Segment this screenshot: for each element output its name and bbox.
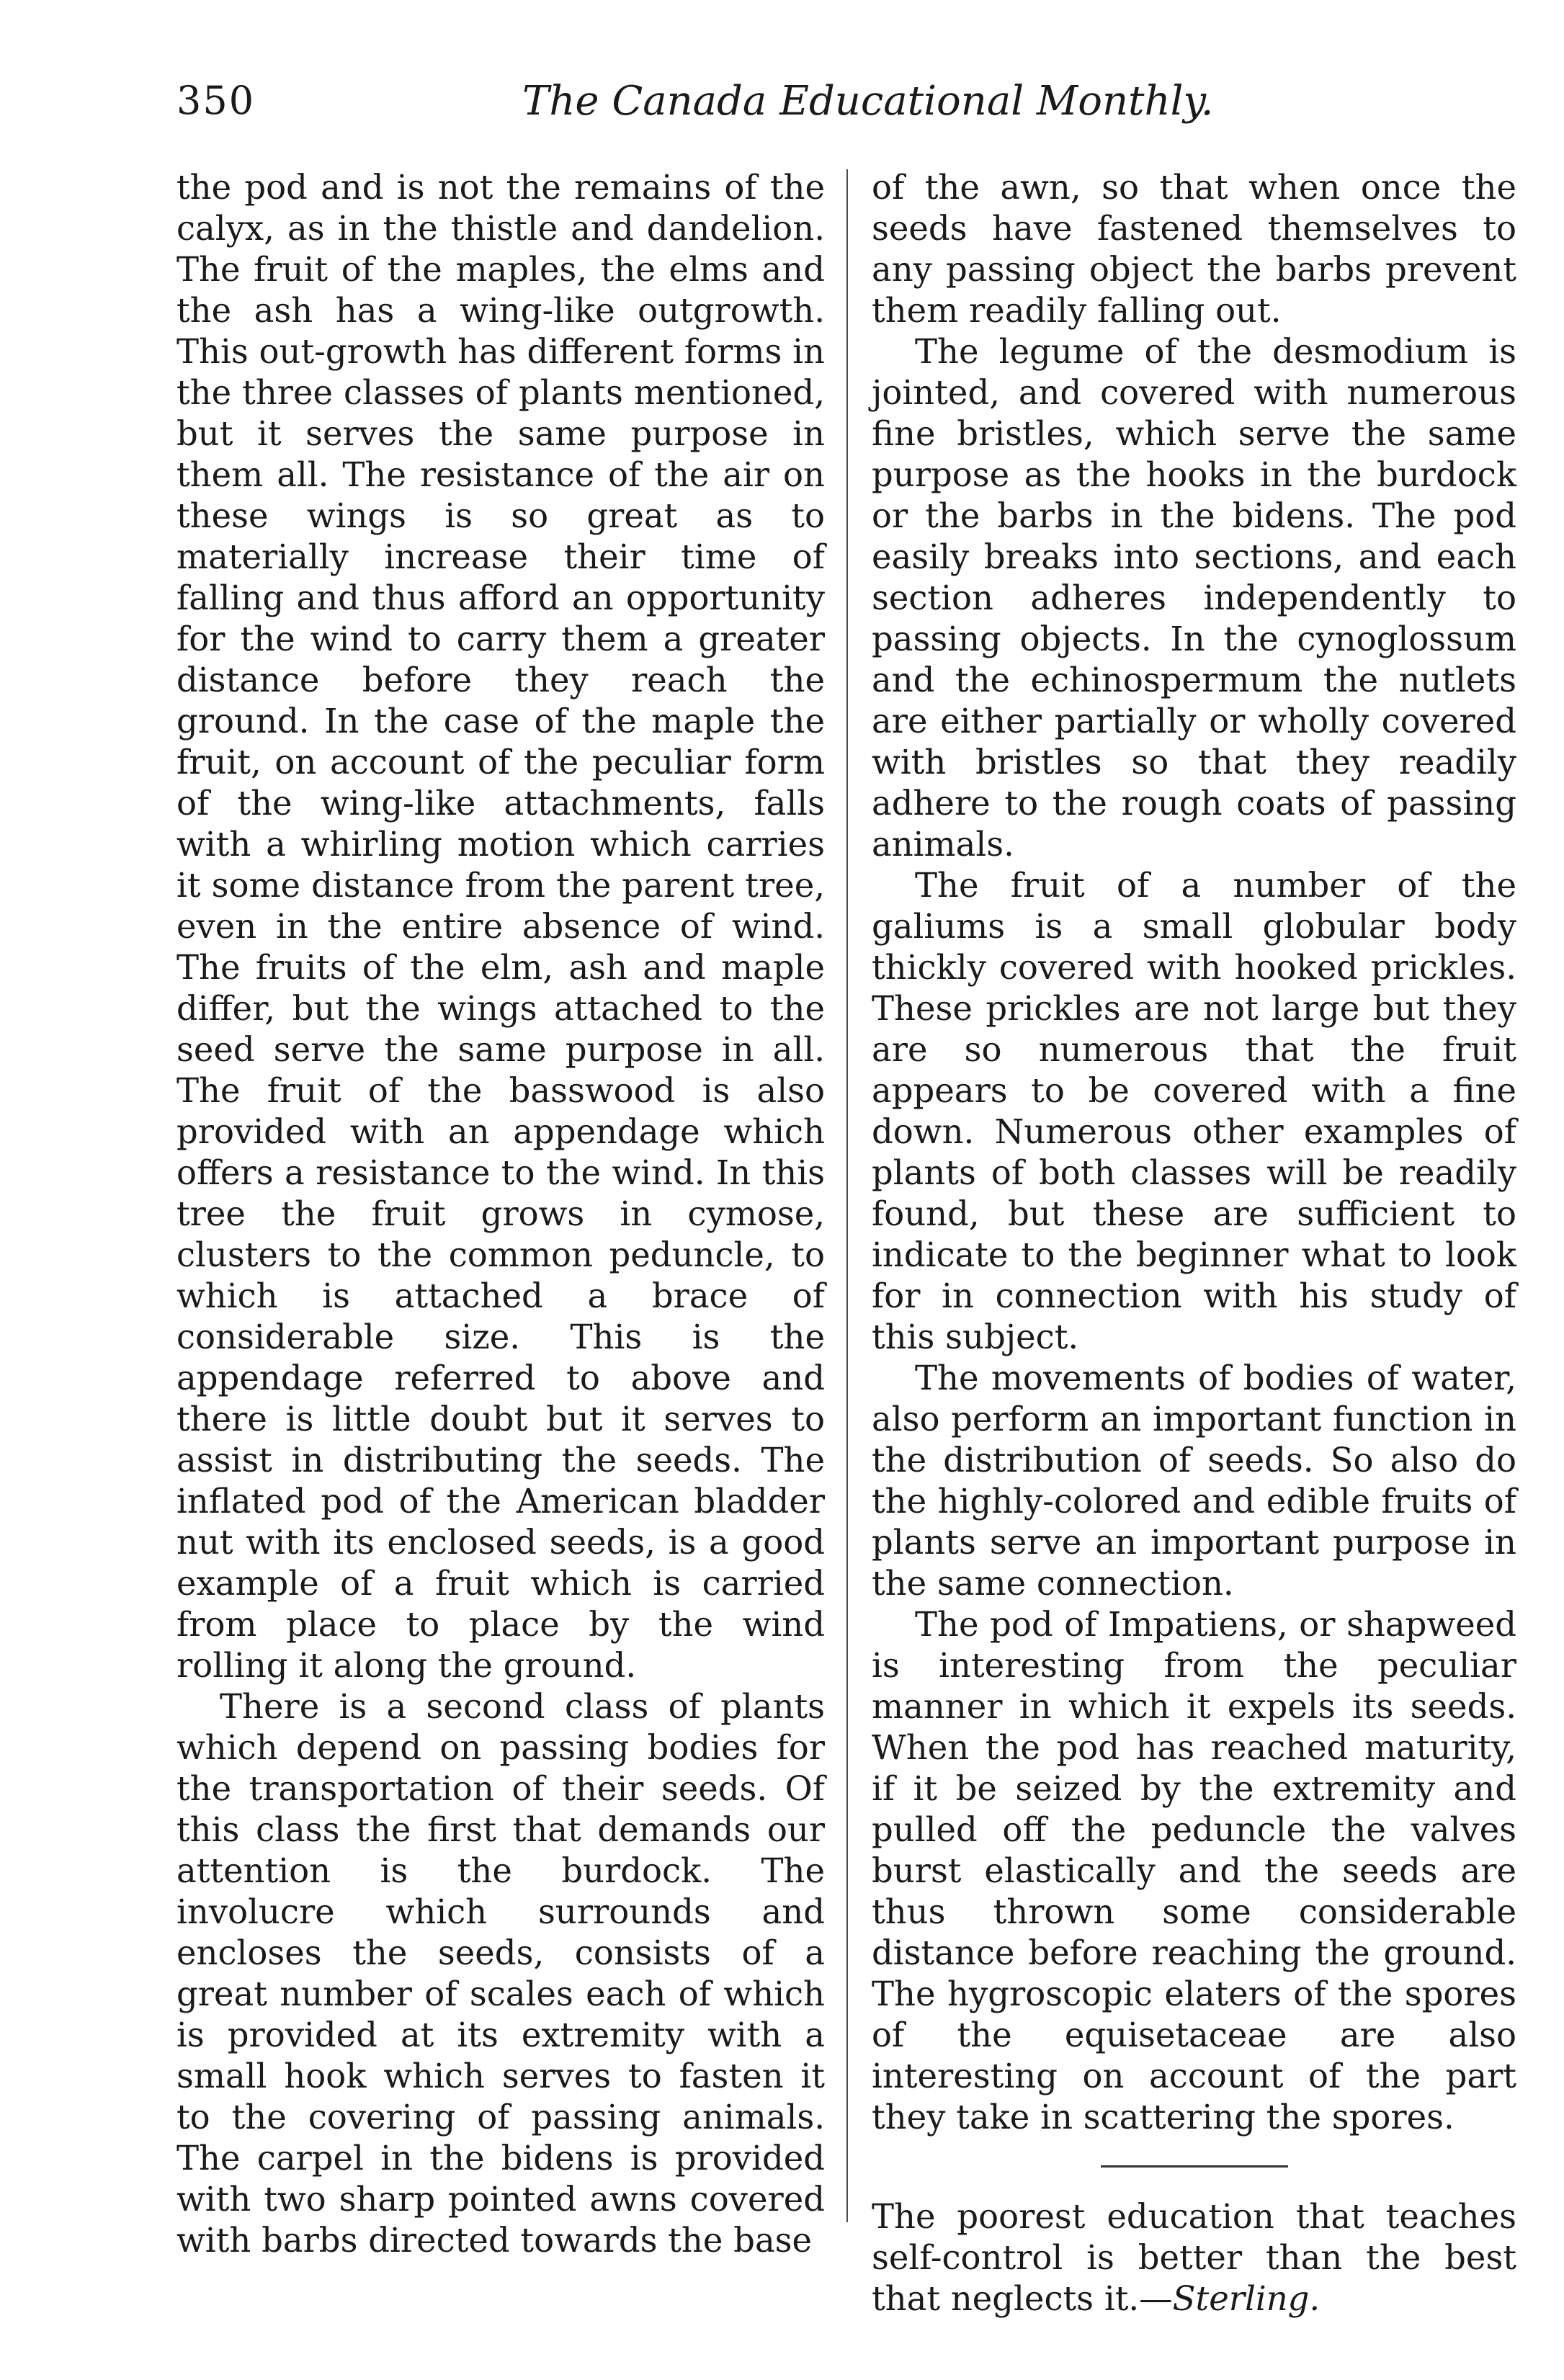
paragraph: The fruit of a number of the galiums is a small globular body thickly covered with hooked prickles. These prickles are not large but they are so numerous that the fruit appears to be covered with a fine down. Numerous other examples of plants of both classes will be readily found, but these are sufficient to indicate to the beginner what to look for in connection with his study of this subject. (872, 866, 1516, 1356)
column-divider (846, 169, 848, 2222)
section-rule (1101, 2165, 1288, 2168)
quote-text: The poorest education that teaches self-control is better than the best that neglects it.— (872, 2197, 1516, 2318)
paragraph: The pod of Impatiens, or shapweed is interesting from the peculiar manner in which it expels its seeds. When the pod has reached maturity, if it be seized by the extremity and pulled off the peduncle the valves burst elastically and the seeds are thus thrown some considerable distance before reaching the ground. The hygroscopic elaters of the spores of the equisetaceae are also interesting on account of the part they take in scattering the spores. (872, 1605, 1516, 2137)
paragraph: the pod and is not the remains of the calyx, as in the thistle and dandelion. The fruit of the maples, the elms and the ash has a wing-like outgrowth. This out-growth has different forms in the three classes of plants mentioned, but it serves the same purpose in them all. The resistance of the air on these wings is so great as to materially increase their time of falling and thus afford an opportunity for the wind to carry them a greater distance before they reach the ground. In the case of the maple the fruit, on account of the peculiar form of the wing-like attachments, falls with a whirling motion which carries it some distance from the parent tree, even in the entire absence of wind. The fruits of the elm, ash and maple differ, but the wings attached to the seed serve the same purpose in all. The fruit of the basswood is also provided with an appendage which offers a resistance to the wind. In this tree the fruit grows in cymose, clusters to the common peduncle, to which is attached a brace of considerable size. This is the appendage referred to above and there is little doubt but it serves to assist in distributing the seeds. The inflated pod of the American bladder nut with its enclosed seeds, is a good example of a fruit which is carried from place to place by the wind rolling it along the ground. (176, 168, 825, 1685)
running-title: The Canada Educational Monthly. (522, 78, 1214, 125)
paragraph: of the awn, so that when once the seeds have fastened themselves to any passing object the barbs prevent them readily falling out. (872, 168, 1516, 330)
page-header (176, 78, 1478, 135)
paragraph: The movements of bodies of water, also perform an important function in the distribution of seeds. So also do the highly-colored and edible fruits of plants serve an important purpose in the same connection. (872, 1359, 1516, 1603)
paragraph: There is a second class of plants which depend on passing bodies for the transportation of their seeds. Of this class the first that demands our attention is the burdock. The involucre which surrounds and encloses the seeds, consists of a great number of scales each of which is provided at its extremity with a small hook which serves to fasten it to the covering of passing animals. The carpel in the bidens is provided with two sharp pointed awns covered with barbs directed towards the base (176, 1687, 825, 2260)
paragraph: The legume of the desmodium is jointed, and covered with numerous fine bristles, which serve the same purpose as the hooks in the burdock or the barbs in the bidens. The pod easily breaks into sections, and each section adheres independently to passing objects. In the cynoglossum and the echinospermum the nutlets are either partially or wholly covered with bristles so that they readily adhere to the rough coats of passing animals. (872, 332, 1516, 864)
left-column (176, 167, 825, 2261)
closing-quote (872, 2196, 1516, 2319)
page-number: 350 (176, 78, 256, 123)
right-column (872, 167, 1516, 2319)
quote-attribution: Sterling. (1172, 2279, 1321, 2318)
